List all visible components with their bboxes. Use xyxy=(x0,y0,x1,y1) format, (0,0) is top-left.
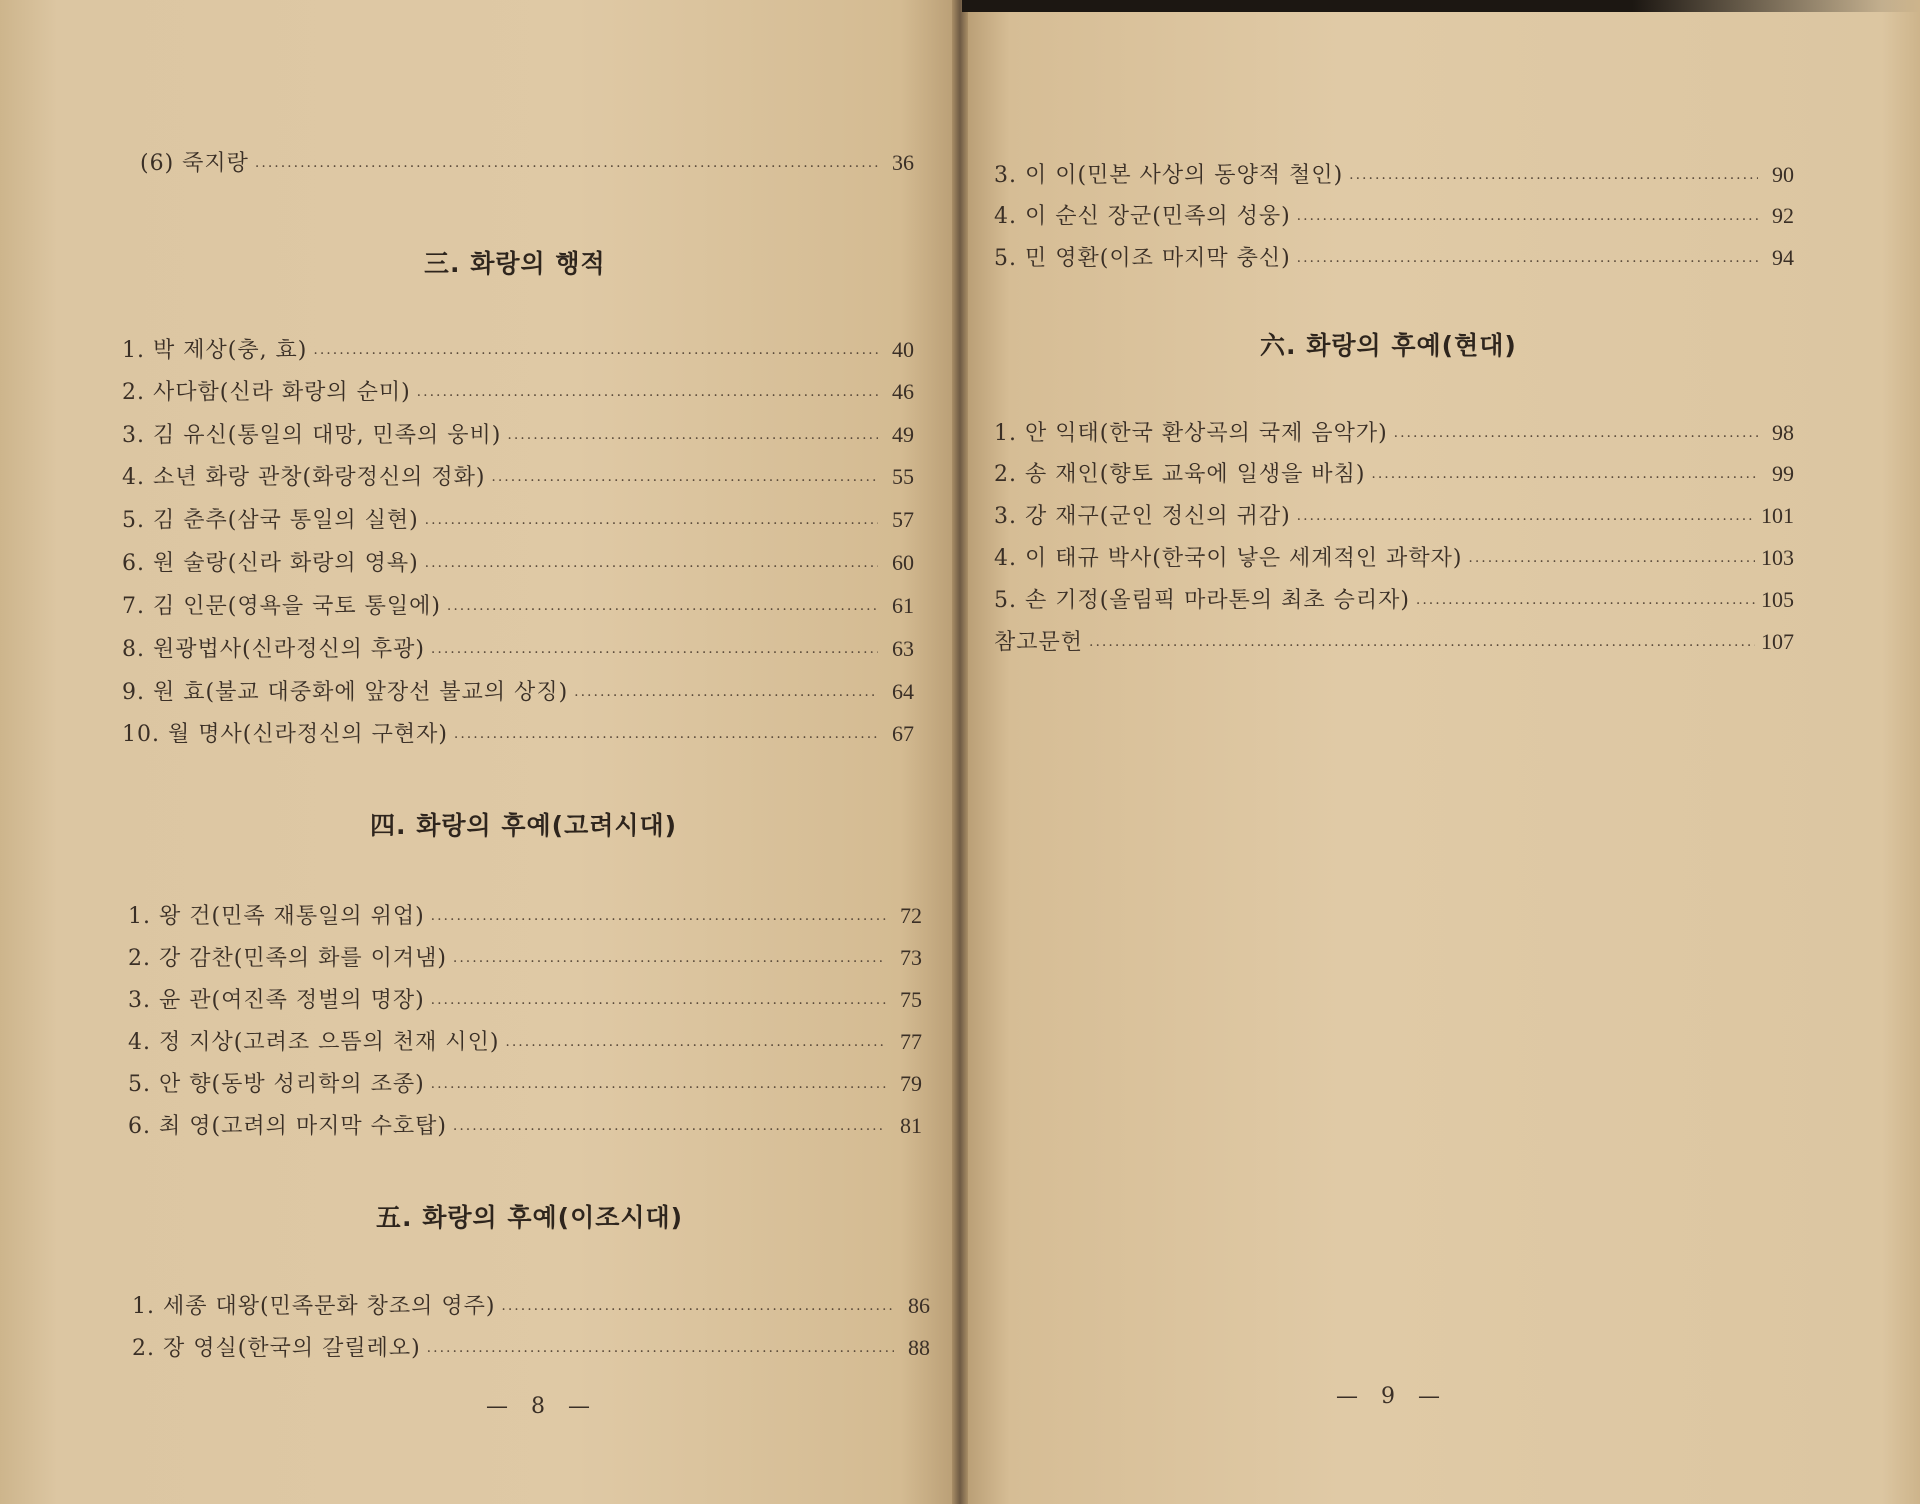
toc-entry xyxy=(122,548,914,581)
toc-entry-page: 67 xyxy=(892,721,914,746)
dot-leader xyxy=(1371,459,1758,489)
toc-entry xyxy=(122,335,914,368)
toc-entry-page: 94 xyxy=(1772,245,1794,270)
toc-entry xyxy=(122,377,914,410)
toc-entry xyxy=(994,243,1794,276)
page-number: — 8 — xyxy=(486,1394,598,1419)
toc-entry-title: 3. 이 이(민본 사상의 동양적 철인) xyxy=(994,163,1344,188)
toc-entry-title: 1. 세종 대왕(민족문화 창조의 영주) xyxy=(132,1294,496,1319)
toc-entry-title: 4. 이 태규 박사(한국이 낳은 세계적인 과학자) xyxy=(994,546,1463,571)
toc-entry-page: 55 xyxy=(892,464,914,489)
dot-leader xyxy=(1297,501,1755,531)
toc-entry-page: 101 xyxy=(1761,503,1794,528)
toc-entry-page: 92 xyxy=(1772,203,1794,228)
toc-entry-title: 5. 손 기정(올림픽 마라톤의 최초 승리자) xyxy=(994,588,1410,613)
toc-entry xyxy=(994,459,1794,492)
toc-entry-page: 79 xyxy=(900,1071,922,1096)
toc-entry-page: 105 xyxy=(1761,587,1794,612)
toc-entry-page: 46 xyxy=(892,379,914,404)
toc-entry-page: 107 xyxy=(1761,629,1794,654)
toc-entry-page: 75 xyxy=(900,987,922,1012)
toc-entry-title: 6. 최 영(고려의 마지막 수호탑) xyxy=(128,1114,447,1139)
toc-entry xyxy=(128,1027,922,1060)
dot-leader xyxy=(1089,627,1755,657)
toc-entry xyxy=(128,943,922,976)
toc-entry xyxy=(994,160,1794,193)
toc-entry-title: 3. 윤 관(여진족 정벌의 명장) xyxy=(128,988,425,1013)
page-number: — 9 — xyxy=(1336,1384,1448,1409)
toc-entry xyxy=(122,634,914,667)
toc-entry xyxy=(122,420,914,453)
toc-entry-title: 8. 원광법사(신라정신의 후광) xyxy=(122,637,425,662)
dot-leader xyxy=(1394,418,1758,448)
toc-entry xyxy=(140,148,914,181)
toc-entry-page: 64 xyxy=(892,679,914,704)
toc-entry-title: 참고문헌 xyxy=(994,630,1084,655)
toc-entry xyxy=(994,627,1794,660)
toc-entry-title: (6) 죽지랑 xyxy=(140,151,249,176)
dot-leader xyxy=(454,719,878,749)
toc-entry xyxy=(122,462,914,495)
toc-entry-title: 3. 김 유신(통일의 대망, 민족의 웅비) xyxy=(122,423,502,448)
dot-leader xyxy=(255,148,878,178)
toc-entry-page: 40 xyxy=(892,337,914,362)
dot-leader xyxy=(431,634,878,664)
toc-entry-page: 63 xyxy=(892,636,914,661)
toc-entry xyxy=(122,591,914,624)
dot-leader xyxy=(313,335,878,365)
toc-entry-page: 86 xyxy=(908,1293,930,1318)
dot-leader xyxy=(507,420,878,450)
toc-entry-title: 5. 김 춘추(삼국 통일의 실현) xyxy=(122,508,419,533)
toc-entry-page: 72 xyxy=(900,903,922,928)
toc-entry-title: 5. 민 영환(이조 마지막 충신) xyxy=(994,246,1291,271)
toc-entry xyxy=(132,1333,930,1366)
toc-entry xyxy=(128,1069,922,1102)
book-gutter xyxy=(952,0,968,1504)
toc-entry xyxy=(122,677,914,710)
dot-leader xyxy=(431,985,886,1015)
dot-leader xyxy=(1297,243,1758,273)
toc-entry-page: 73 xyxy=(900,945,922,970)
dot-leader xyxy=(453,943,886,973)
toc-entry-title: 4. 소년 화랑 관창(화랑정신의 정화) xyxy=(122,465,486,490)
section-heading: 六. 화랑의 후예(현대) xyxy=(1260,331,1517,360)
toc-entry-page: 81 xyxy=(900,1113,922,1138)
toc-entry-title: 1. 왕 건(민족 재통일의 위업) xyxy=(128,904,425,929)
dot-leader xyxy=(574,677,878,707)
toc-entry-page: 36 xyxy=(892,150,914,175)
dot-leader xyxy=(1349,160,1758,190)
toc-entry-title: 4. 이 순신 장군(민족의 성웅) xyxy=(994,204,1291,229)
toc-entry xyxy=(122,719,914,752)
dot-leader xyxy=(491,462,878,492)
dot-leader xyxy=(1416,585,1755,615)
toc-entry-page: 61 xyxy=(892,593,914,618)
dot-leader xyxy=(501,1291,894,1321)
toc-entry xyxy=(994,543,1794,576)
dot-leader xyxy=(431,1069,886,1099)
toc-entry xyxy=(122,505,914,538)
toc-entry-title: 1. 박 제상(충, 효) xyxy=(122,338,308,363)
toc-entry-title: 5. 안 향(동방 성리학의 조종) xyxy=(128,1072,425,1097)
toc-entry-page: 98 xyxy=(1772,420,1794,445)
page-edge-shadow xyxy=(962,0,1920,12)
toc-entry-title: 4. 정 지상(고려조 으뜸의 천재 시인) xyxy=(128,1030,500,1055)
dot-leader xyxy=(447,591,878,621)
toc-entry xyxy=(994,201,1794,234)
dot-leader xyxy=(1297,201,1758,231)
toc-entry-title: 2. 장 영실(한국의 갈릴레오) xyxy=(132,1336,421,1361)
section-heading: 五. 화랑의 후예(이조시대) xyxy=(376,1203,684,1232)
toc-entry-title: 2. 사다함(신라 화랑의 순미) xyxy=(122,380,411,405)
toc-entry-title: 2. 송 재인(향토 교육에 일생을 바침) xyxy=(994,462,1366,487)
toc-entry xyxy=(128,1111,922,1144)
toc-entry xyxy=(128,985,922,1018)
toc-entry-page: 57 xyxy=(892,507,914,532)
dot-leader xyxy=(425,548,878,578)
toc-entry-page: 103 xyxy=(1761,545,1794,570)
dot-leader xyxy=(431,901,886,931)
toc-entry-title: 10. 월 명사(신라정신의 구현자) xyxy=(122,722,448,747)
dot-leader xyxy=(425,505,878,535)
toc-entry-title: 3. 강 재구(군인 정신의 귀감) xyxy=(994,504,1291,529)
toc-entry xyxy=(994,501,1794,534)
dot-leader xyxy=(427,1333,894,1363)
toc-entry-title: 9. 원 효(불교 대중화에 앞장선 불교의 상징) xyxy=(122,680,569,705)
section-heading: 四. 화랑의 후예(고려시대) xyxy=(370,811,678,840)
toc-entry-page: 99 xyxy=(1772,461,1794,486)
toc-entry xyxy=(132,1291,930,1324)
toc-entry-page: 49 xyxy=(892,422,914,447)
left-page xyxy=(0,0,958,1504)
toc-entry xyxy=(994,418,1794,451)
dot-leader xyxy=(453,1111,886,1141)
toc-entry xyxy=(128,901,922,934)
dot-leader xyxy=(1468,543,1755,573)
section-heading: 三. 화랑의 행적 xyxy=(424,249,606,278)
toc-entry-title: 6. 원 술랑(신라 화랑의 영욕) xyxy=(122,551,419,576)
toc-entry-page: 88 xyxy=(908,1335,930,1360)
toc-entry-title: 1. 안 익태(한국 환상곡의 국제 음악가) xyxy=(994,421,1388,446)
toc-entry-page: 60 xyxy=(892,550,914,575)
dot-leader xyxy=(417,377,878,407)
toc-entry-page: 77 xyxy=(900,1029,922,1054)
toc-entry xyxy=(994,585,1794,618)
toc-entry-page: 90 xyxy=(1772,162,1794,187)
toc-entry-title: 2. 강 감찬(민족의 화를 이겨냄) xyxy=(128,946,447,971)
toc-entry-title: 7. 김 인문(영욕을 국토 통일에) xyxy=(122,594,441,619)
dot-leader xyxy=(505,1027,886,1057)
